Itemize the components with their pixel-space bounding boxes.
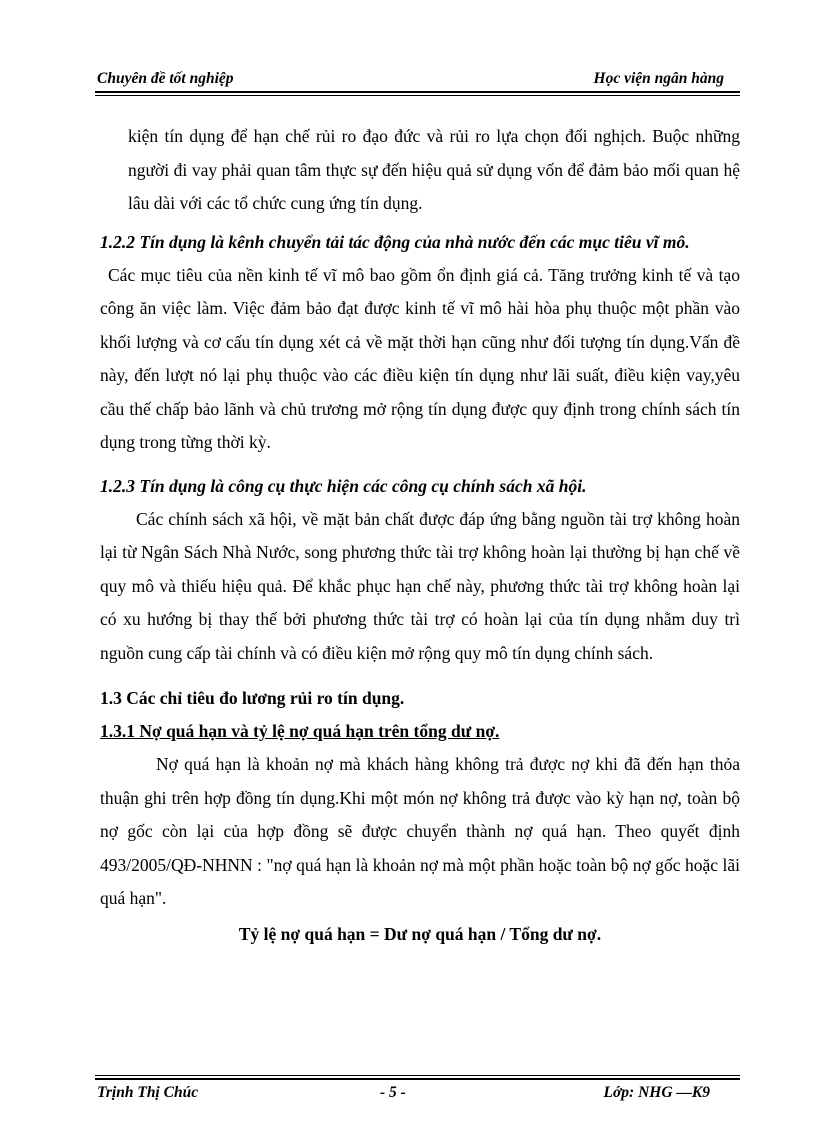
heading-1-3: 1.3 Các chỉ tiêu đo lương rủi ro tín dụng.	[100, 688, 405, 708]
footer-author: Trịnh Thị Chúc	[97, 1084, 199, 1101]
heading-1-3-1: 1.3.1 Nợ quá hạn và tỷ lệ nợ quá hạn trên tổng dư nợ.	[100, 721, 500, 741]
footer-class: Lớp: NHG —K9	[603, 1084, 710, 1101]
page-body	[100, 120, 740, 951]
page-number: - 5 -	[380, 1084, 406, 1101]
heading-1-2-2: 1.2.2 Tín dụng là kênh chuyển tải tác động của nhà nước đến các mục tiêu vĩ mô.	[100, 231, 690, 252]
footer-rule-thin	[95, 1075, 740, 1076]
paragraph-1-3-1: Nợ quá hạn là khoản nợ mà khách hàng không trả được nợ khi đã đến hạn thỏa thuận ghi trên hợp đồng tín dụng.Khi một món nợ không trả được vào kỳ hạn nợ, toàn bộ nợ gốc còn lại của hợp đồng sẽ được chuyển thành nợ quá hạn. Theo quyết định 493/2005/QĐ-NHNN : "nợ quá hạn là khoản nợ mà một phần hoặc toàn bộ nợ gốc hoặc lãi quá hạn".	[100, 754, 740, 908]
page-footer	[95, 1084, 740, 1106]
heading-1-2-3: 1.2.3 Tín dụng là công cụ thực hiện các công cụ chính sách xã hội.	[100, 475, 587, 496]
header-rule-thin	[95, 95, 740, 96]
page-header	[95, 68, 740, 90]
formula-line: Tỷ lệ nợ quá hạn = Dư nợ quá hạn / Tổng dư nợ.	[238, 923, 602, 944]
footer-rule-thick	[95, 1078, 740, 1080]
intro-paragraph: kiện tín dụng để hạn chế rủi ro đạo đức và rủi ro lựa chọn đối nghịch. Buộc những người đi vay phải quan tâm thực sự đến hiệu quả sử dụng vốn để đảm bảo mối quan hệ lâu dài với các tổ chức cung ứng tín dụng.	[128, 126, 740, 213]
header-rule-thick	[95, 91, 740, 93]
paragraph-1-2-3: Các chính sách xã hội, về mặt bản chất được đáp ứng bằng nguồn tài trợ không hoàn lại từ Ngân Sách Nhà Nước, song phương thức tài trợ không hoàn lại thường bị hạn chế về quy mô và thiếu hiệu quả. Để khắc phục hạn chế này, phương thức tài trợ không hoàn lại có xu hướng bị thay thế bởi phương thức tài trợ có hoàn lại của tín dụng nhằm duy trì nguồn cung cấp tài chính và có điều kiện mở rộng quy mô tín dụng chính sách.	[100, 508, 740, 663]
header-left-title: Chuyên đề tốt nghiệp	[97, 70, 234, 87]
header-right-title: Học viện ngân hàng	[593, 70, 724, 87]
paragraph-1-2-2: Các mục tiêu của nền kinh tế vĩ mô bao gồm ổn định giá cả. Tăng trưởng kinh tế và tạo công ăn việc làm. Việc đảm bảo đạt được kinh tế vĩ mô hài hòa phụ thuộc một phần vào khối lượng và cơ cấu tín dụng xét cả về mặt thời hạn cũng như đối tượng tín dụng.Vấn đề này, đến lượt nó lại phụ thuộc vào các điều kiện tín dụng như lãi suất, điều kiện vay,yêu cầu thế chấp bảo lãnh và chủ trương mở rộng tín dụng được quy định trong chính sách tín dụng trong từng thời kỳ.	[100, 264, 740, 452]
